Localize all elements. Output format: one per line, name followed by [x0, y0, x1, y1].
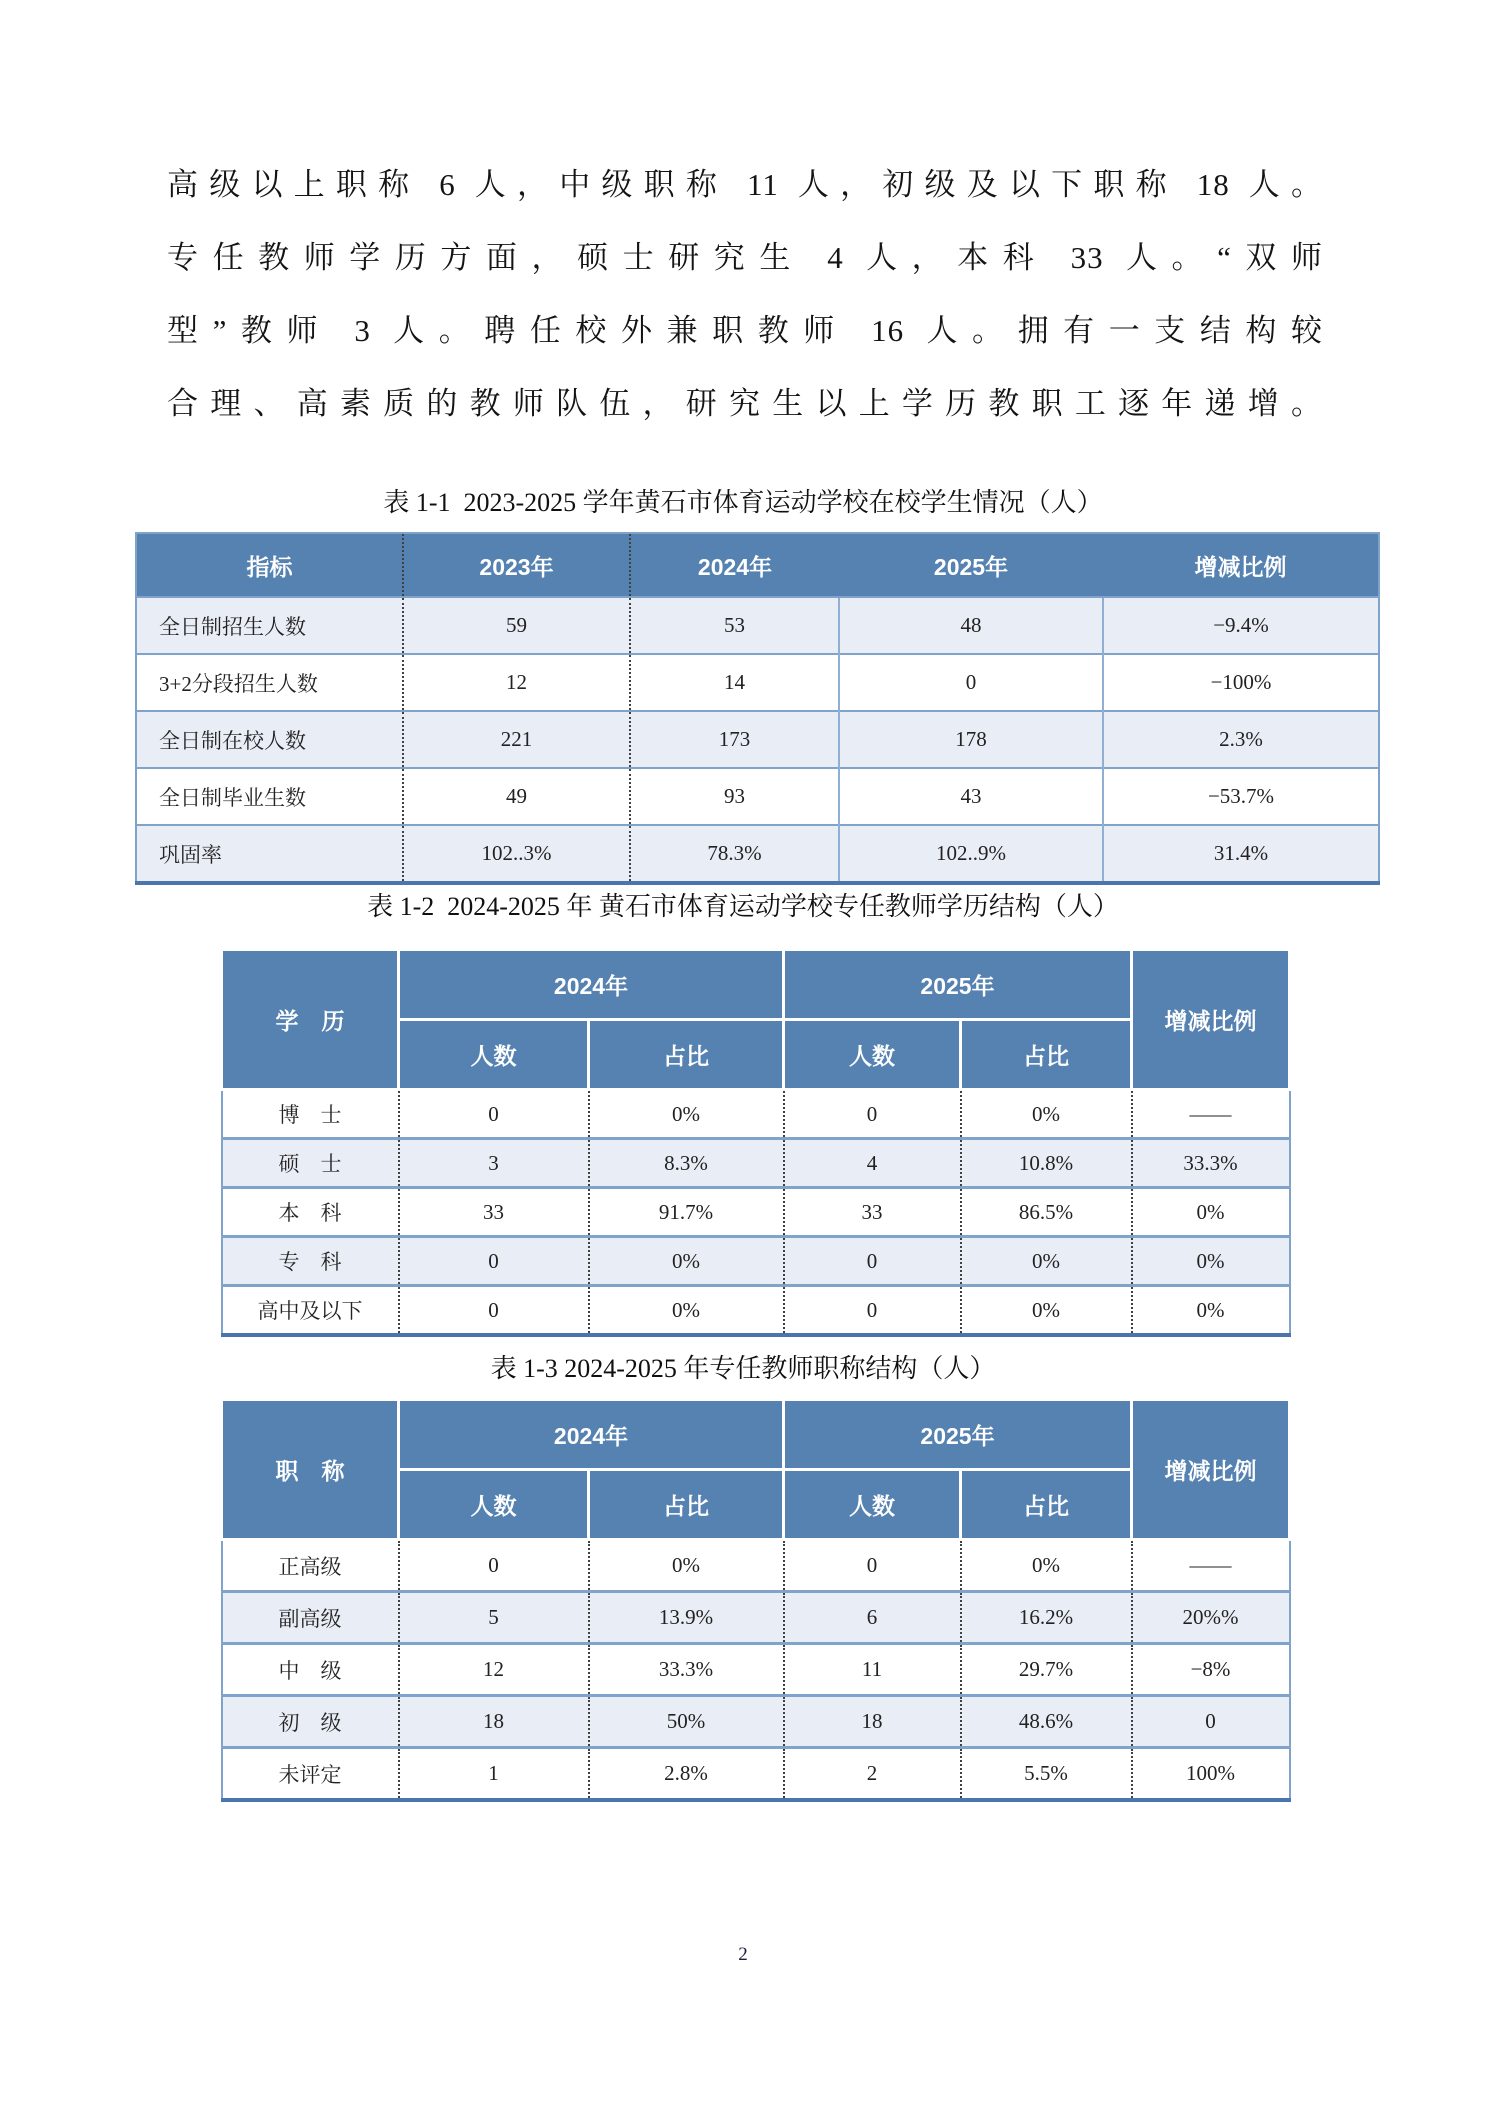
- row-label: 正高级: [222, 1540, 399, 1592]
- cell-value: 0%: [1132, 1237, 1290, 1286]
- table-row: [136, 597, 1379, 654]
- column-header: 占比: [589, 1020, 784, 1090]
- cell-value: 5: [399, 1592, 589, 1644]
- row-label: 巩固率: [136, 825, 403, 883]
- cell-value: 0%: [589, 1237, 784, 1286]
- cell-value: 0: [399, 1237, 589, 1286]
- row-label: 硕 士: [222, 1139, 399, 1188]
- column-header: 2024年: [630, 533, 839, 597]
- cell-value: 0%: [961, 1237, 1132, 1286]
- column-header: 占比: [961, 1020, 1132, 1090]
- cell-value: 0%: [589, 1540, 784, 1592]
- cell-value: 48: [839, 597, 1103, 654]
- cell-value: 93: [630, 768, 839, 825]
- cell-value: 33: [784, 1188, 961, 1237]
- cell-value: 0: [399, 1090, 589, 1139]
- table-row: [222, 1286, 1290, 1336]
- cell-value: 173: [630, 711, 839, 768]
- cell-value: −100%: [1103, 654, 1379, 711]
- cell-value: 3: [399, 1139, 589, 1188]
- cell-value: 33: [399, 1188, 589, 1237]
- row-label: 高中及以下: [222, 1286, 399, 1336]
- table3-caption: 表 1-3 2024-2025 年专任教师职称结构（人）: [490, 1354, 996, 1383]
- table1-caption: 表 1-1 2023-2025 学年黄石市体育运动学校在校学生情况（人）: [383, 488, 1103, 517]
- cell-value: ——: [1132, 1090, 1290, 1139]
- page-number: 2: [738, 1944, 748, 1965]
- row-label: 全日制毕业生数: [136, 768, 403, 825]
- paragraph-line: 合理、高素质的教师队伍，研究生以上学历教职工逐年递增。: [167, 386, 1323, 421]
- cell-value: 16.2%: [961, 1592, 1132, 1644]
- cell-value: 0: [784, 1540, 961, 1592]
- column-header: 2024年: [399, 950, 784, 1020]
- cell-value: 29.7%: [961, 1644, 1132, 1696]
- cell-value: 86.5%: [961, 1188, 1132, 1237]
- column-header: 学 历: [222, 950, 399, 1090]
- cell-value: 78.3%: [630, 825, 839, 883]
- column-header: 职 称: [222, 1400, 399, 1540]
- row-label: 中 级: [222, 1644, 399, 1696]
- cell-value: 91.7%: [589, 1188, 784, 1237]
- row-label: 初 级: [222, 1696, 399, 1748]
- cell-value: 0: [839, 654, 1103, 711]
- column-header: 指标: [136, 533, 403, 597]
- cell-value: 14: [630, 654, 839, 711]
- column-header: 人数: [784, 1470, 961, 1540]
- table-row: [222, 1139, 1290, 1188]
- cell-value: 0%: [961, 1540, 1132, 1592]
- cell-value: 100%: [1132, 1748, 1290, 1801]
- table-row: [136, 768, 1379, 825]
- cell-value: 102..3%: [403, 825, 630, 883]
- table2-caption: 表 1-2 2024-2025 年 黄石市体育运动学校专任教师学历结构（人）: [367, 892, 1119, 921]
- row-label: 本 科: [222, 1188, 399, 1237]
- column-header: 增减比例: [1132, 1400, 1290, 1540]
- cell-value: 5.5%: [961, 1748, 1132, 1801]
- teacher-education-table: [220, 948, 1291, 1337]
- teacher-title-table: [220, 1398, 1291, 1802]
- table-row: [136, 825, 1379, 883]
- column-header: 增减比例: [1103, 533, 1379, 597]
- student-stats-table: [135, 532, 1380, 885]
- table-header-row: [136, 533, 1379, 597]
- cell-value: −9.4%: [1103, 597, 1379, 654]
- row-label: 全日制在校人数: [136, 711, 403, 768]
- cell-value: 0: [399, 1286, 589, 1336]
- table-row: [222, 1188, 1290, 1237]
- table-row: [222, 1644, 1290, 1696]
- cell-value: 0%: [961, 1286, 1132, 1336]
- column-header: 2024年: [399, 1400, 784, 1470]
- column-header: 2025年: [784, 1400, 1132, 1470]
- table-header-row: [222, 950, 1290, 1020]
- cell-value: 33.3%: [589, 1644, 784, 1696]
- cell-value: 221: [403, 711, 630, 768]
- cell-value: 0%: [1132, 1188, 1290, 1237]
- cell-value: 12: [399, 1644, 589, 1696]
- paragraph-line: 型”教师 3 人。聘任校外兼职教师 16 人。拥有一支结构较: [167, 313, 1323, 348]
- row-label: 未评定: [222, 1748, 399, 1801]
- cell-value: −8%: [1132, 1644, 1290, 1696]
- cell-value: 59: [403, 597, 630, 654]
- cell-value: 50%: [589, 1696, 784, 1748]
- cell-value: 0%: [961, 1090, 1132, 1139]
- table-row: [222, 1237, 1290, 1286]
- paragraph-line: 专任教师学历方面，硕士研究生 4 人，本科 33 人。“双师: [167, 240, 1323, 275]
- cell-value: ——: [1132, 1540, 1290, 1592]
- body-paragraph: [167, 148, 1323, 440]
- column-header: 人数: [399, 1020, 589, 1090]
- cell-value: 43: [839, 768, 1103, 825]
- cell-value: 4: [784, 1139, 961, 1188]
- table-row: [136, 654, 1379, 711]
- cell-value: 1: [399, 1748, 589, 1801]
- column-header: 人数: [784, 1020, 961, 1090]
- cell-value: 0: [1132, 1696, 1290, 1748]
- column-header: 占比: [589, 1470, 784, 1540]
- cell-value: 33.3%: [1132, 1139, 1290, 1188]
- cell-value: 31.4%: [1103, 825, 1379, 883]
- cell-value: 10.8%: [961, 1139, 1132, 1188]
- table-row: [222, 1540, 1290, 1592]
- cell-value: 53: [630, 597, 839, 654]
- table-row: [222, 1696, 1290, 1748]
- paragraph-line: 高级以上职称 6 人，中级职称 11 人，初级及以下职称 18 人。: [167, 167, 1323, 202]
- row-label: 博 士: [222, 1090, 399, 1139]
- table-row: [136, 711, 1379, 768]
- table-header-row: [222, 1400, 1290, 1470]
- column-header: 增减比例: [1132, 950, 1290, 1090]
- column-header: 2025年: [784, 950, 1132, 1020]
- cell-value: 49: [403, 768, 630, 825]
- table-row: [222, 1748, 1290, 1801]
- cell-value: 48.6%: [961, 1696, 1132, 1748]
- cell-value: 13.9%: [589, 1592, 784, 1644]
- table-row: [222, 1090, 1290, 1139]
- cell-value: 0%: [589, 1090, 784, 1139]
- cell-value: 0: [399, 1540, 589, 1592]
- cell-value: 2.8%: [589, 1748, 784, 1801]
- cell-value: 18: [399, 1696, 589, 1748]
- cell-value: 0: [784, 1090, 961, 1139]
- column-header: 2023年: [403, 533, 630, 597]
- cell-value: 6: [784, 1592, 961, 1644]
- cell-value: 102..9%: [839, 825, 1103, 883]
- cell-value: 12: [403, 654, 630, 711]
- cell-value: 178: [839, 711, 1103, 768]
- cell-value: 2: [784, 1748, 961, 1801]
- cell-value: 2.3%: [1103, 711, 1379, 768]
- cell-value: 18: [784, 1696, 961, 1748]
- column-header: 人数: [399, 1470, 589, 1540]
- cell-value: 8.3%: [589, 1139, 784, 1188]
- row-label: 副高级: [222, 1592, 399, 1644]
- cell-value: 0: [784, 1286, 961, 1336]
- row-label: 全日制招生人数: [136, 597, 403, 654]
- column-header: 占比: [961, 1470, 1132, 1540]
- cell-value: 20%%: [1132, 1592, 1290, 1644]
- column-header: 2025年: [839, 533, 1103, 597]
- cell-value: 0%: [1132, 1286, 1290, 1336]
- cell-value: 0%: [589, 1286, 784, 1336]
- row-label: 专 科: [222, 1237, 399, 1286]
- cell-value: −53.7%: [1103, 768, 1379, 825]
- cell-value: 11: [784, 1644, 961, 1696]
- row-label: 3+2分段招生人数: [136, 654, 403, 711]
- table-row: [222, 1592, 1290, 1644]
- cell-value: 0: [784, 1237, 961, 1286]
